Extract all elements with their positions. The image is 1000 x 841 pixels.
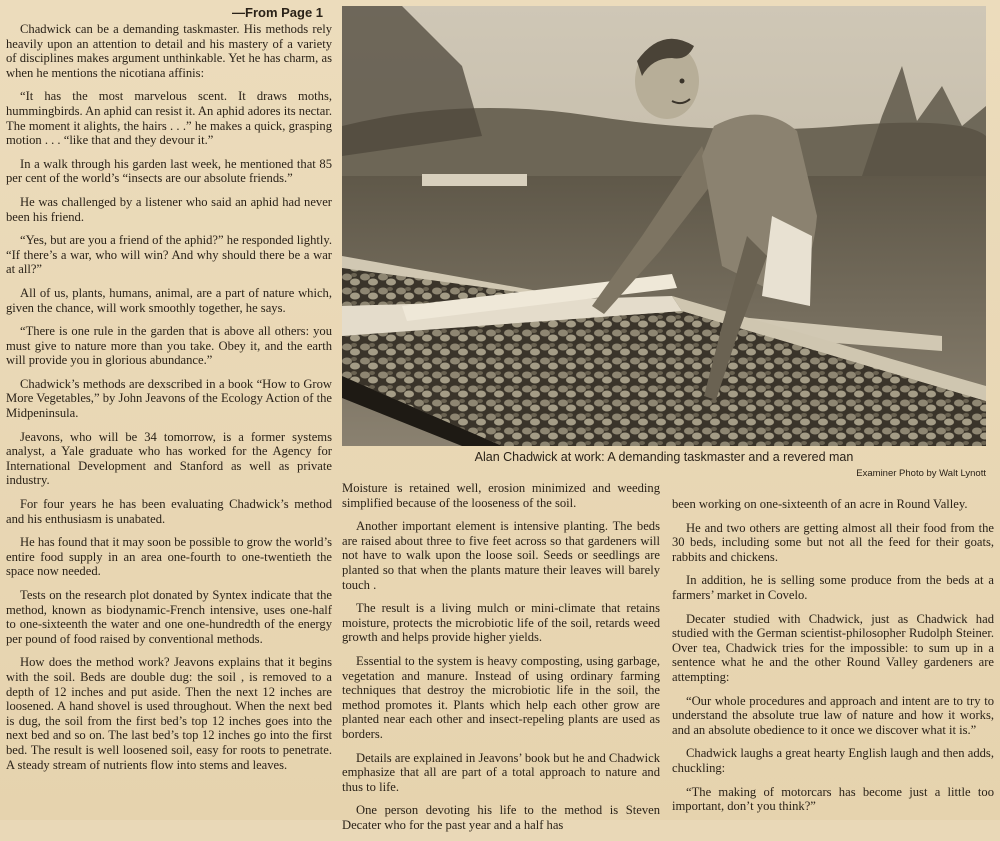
paragraph: Tests on the research plot donated by Syntex indicate that the method, known as biodynamic-French intensive, uses one-half to one-sixteenth the water and one one-hundredth of the energy per pound of food raised by conventional methods. — [6, 588, 332, 646]
paragraph: Moisture is retained well, erosion minimized and weeding simplified because of the looseness of the soil. — [342, 481, 660, 510]
paragraph: In a walk through his garden last week, he mentioned that 85 per cent of the world’s “insects are our absolute friends.” — [6, 156, 332, 186]
paragraph: “It has the most marvelous scent. It draws moths, hummingbirds. An aphid can resist it. An aphid adores its nectar. The moment it alights, the hairs . . .” he makes a quick, grasping motion . . . “like that and they devour it.” — [6, 89, 332, 148]
paragraph: For four years he has been evaluating Chadwick’s method and his enthusiasm is unabated. — [6, 497, 332, 526]
paragraph: Chadwick laughs a great hearty English laugh and then adds, chuckling: — [672, 746, 994, 775]
paragraph: Chadwick can be a demanding taskmaster. His methods rely heavily upon an attention to detail and his mastery of a variety of disciplines makes argument unthinkable. Yet he has charm, as when he mentions the nicotiana affinis: — [6, 22, 332, 80]
paragraph: He and two others are getting almost all their food from the 30 beds, including some but not all the feed for their goats, rabbits and chickens. — [672, 520, 994, 564]
paragraph: In addition, he is selling some produce from the beds at a farmers’ market in Covelo. — [672, 573, 994, 602]
paragraph: Decater studied with Chadwick, just as Chadwick had studied with the German scientist-philosopher Rudolph Steiner. Over tea, Chadwick tries for the impossible: to sum up in a sentence what he and the other Round Valley gardeners are attempting: — [672, 611, 994, 684]
paragraph: “There is one rule in the garden that is above all others: you must give to nature more than you take. Obey it, and the earth will provide you in glorious abundance.” — [6, 324, 332, 368]
article-column-2 — [342, 481, 660, 841]
paragraph: How does the method work? Jeavons explains that it begins with the soil. Beds are double dug: the soil , is removed to a depth of 12 inches and put aside. Then the next 12 inches are loosened. A hand shovel is used throughout. When the next bed is dug, the soil from the first bed’s top 12 inches goes into the next bed and so on. The last bed’s top 12 inches go into the first bed. The result is well loosened soil, easy for roots to penetrate. A steady stream of nutrients flow into stems and leaves. — [6, 655, 332, 772]
paragraph: He was challenged by a listener who said an aphid had never been his friend. — [6, 194, 332, 224]
paragraph: One person devoting his life to the method is Steven Decater who for the past year and a half has — [342, 803, 660, 832]
article-column-3 — [672, 497, 994, 823]
paragraph: Jeavons, who will be 34 tomorrow, is a former systems analyst, a Yale graduate who has worked for the Agency for International Development and Stanford as well as private industry. — [6, 429, 332, 488]
paragraph: “Our whole procedures and approach and intent are to try to understand the absolute true law of nature and how it works, and an absolute obedience to it once we discover what it is.” — [672, 693, 994, 737]
paragraph: Another important element is intensive planting. The beds are raised about three to five feet across so that gardeners will not have to walk upon the loose soil. Seeds or seedlings are planted so that when the plants mature their leaves will barely touch . — [342, 519, 660, 592]
photo-caption: Alan Chadwick at work: A demanding taskmaster and a revered man — [474, 450, 854, 464]
paragraph: “The making of motorcars has become just a little too important, don’t you think?” — [672, 784, 994, 814]
paragraph: Chadwick’s methods are dexscribed in a book “How to Grow More Vegetables,” by John Jeavons of the Ecology Action of the Midpeninsula. — [6, 376, 332, 421]
paragraph: He has found that it may soon be possible to grow the world’s entire food supply in an area one-fourth to one-twentieth the space now needed. — [6, 535, 333, 579]
paragraph: All of us, plants, humans, animal, are a part of nature which, given the chance, will work smoothly together, he says. — [6, 285, 332, 315]
paragraph: Details are explained in Jeavons’ book but he and Chadwick emphasize that all are part of a total approach to nature and thus to life. — [342, 750, 660, 794]
paragraph: The result is a living mulch or mini-climate that retains moisture, protects the microbiotic life of the soil, retards weed growth and helps provide higher yields. — [342, 601, 660, 645]
paragraph: Essential to the system is heavy composting, using garbage, vegetation and manure. Instead of using ordinary farming techniques that destroy the microbiotic life in the soil, the method promotes it. Plants which help each other grow are planted near each other and insect-repeling plants are used as borders. — [342, 653, 660, 741]
article-column-1 — [6, 22, 332, 781]
paragraph: been working on one-sixteenth of an acre in Round Valley. — [672, 497, 968, 511]
from-page-label: —From Page 1 — [232, 5, 324, 20]
garden-photo — [342, 6, 986, 446]
paragraph: “Yes, but are you a friend of the aphid?” he responded lightly. “If there’s a war, who will win? And why should there be a war at all?” — [6, 233, 332, 277]
photo-credit: Examiner Photo by Walt Lynott — [856, 468, 986, 479]
